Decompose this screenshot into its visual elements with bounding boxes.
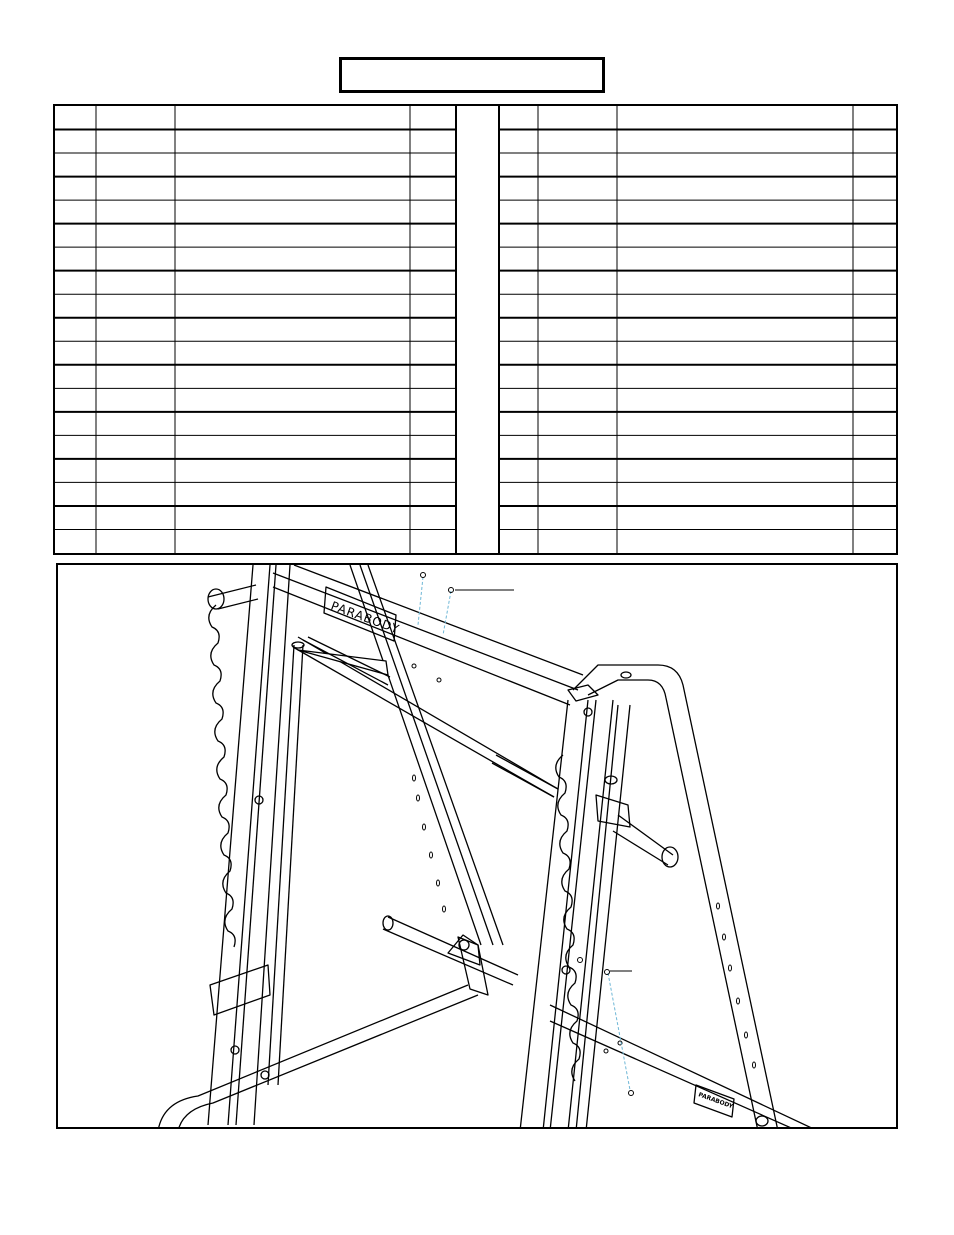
- left-upright-edge: [208, 565, 253, 1125]
- parts-table-grid: [55, 106, 900, 557]
- brand-label: PARABODY: [328, 598, 402, 637]
- assembly-diagram: [56, 563, 898, 1129]
- page-title-box: [339, 57, 605, 93]
- top-crossbar: [273, 573, 578, 690]
- right-upright-edge: [520, 700, 568, 1129]
- bottom-crossbar: [158, 985, 468, 1129]
- left-j-hooks: [209, 605, 235, 947]
- parts-table: [53, 104, 898, 555]
- smith-machine-drawing: [58, 565, 898, 1129]
- small-brand-label: PARABODY: [697, 1091, 734, 1111]
